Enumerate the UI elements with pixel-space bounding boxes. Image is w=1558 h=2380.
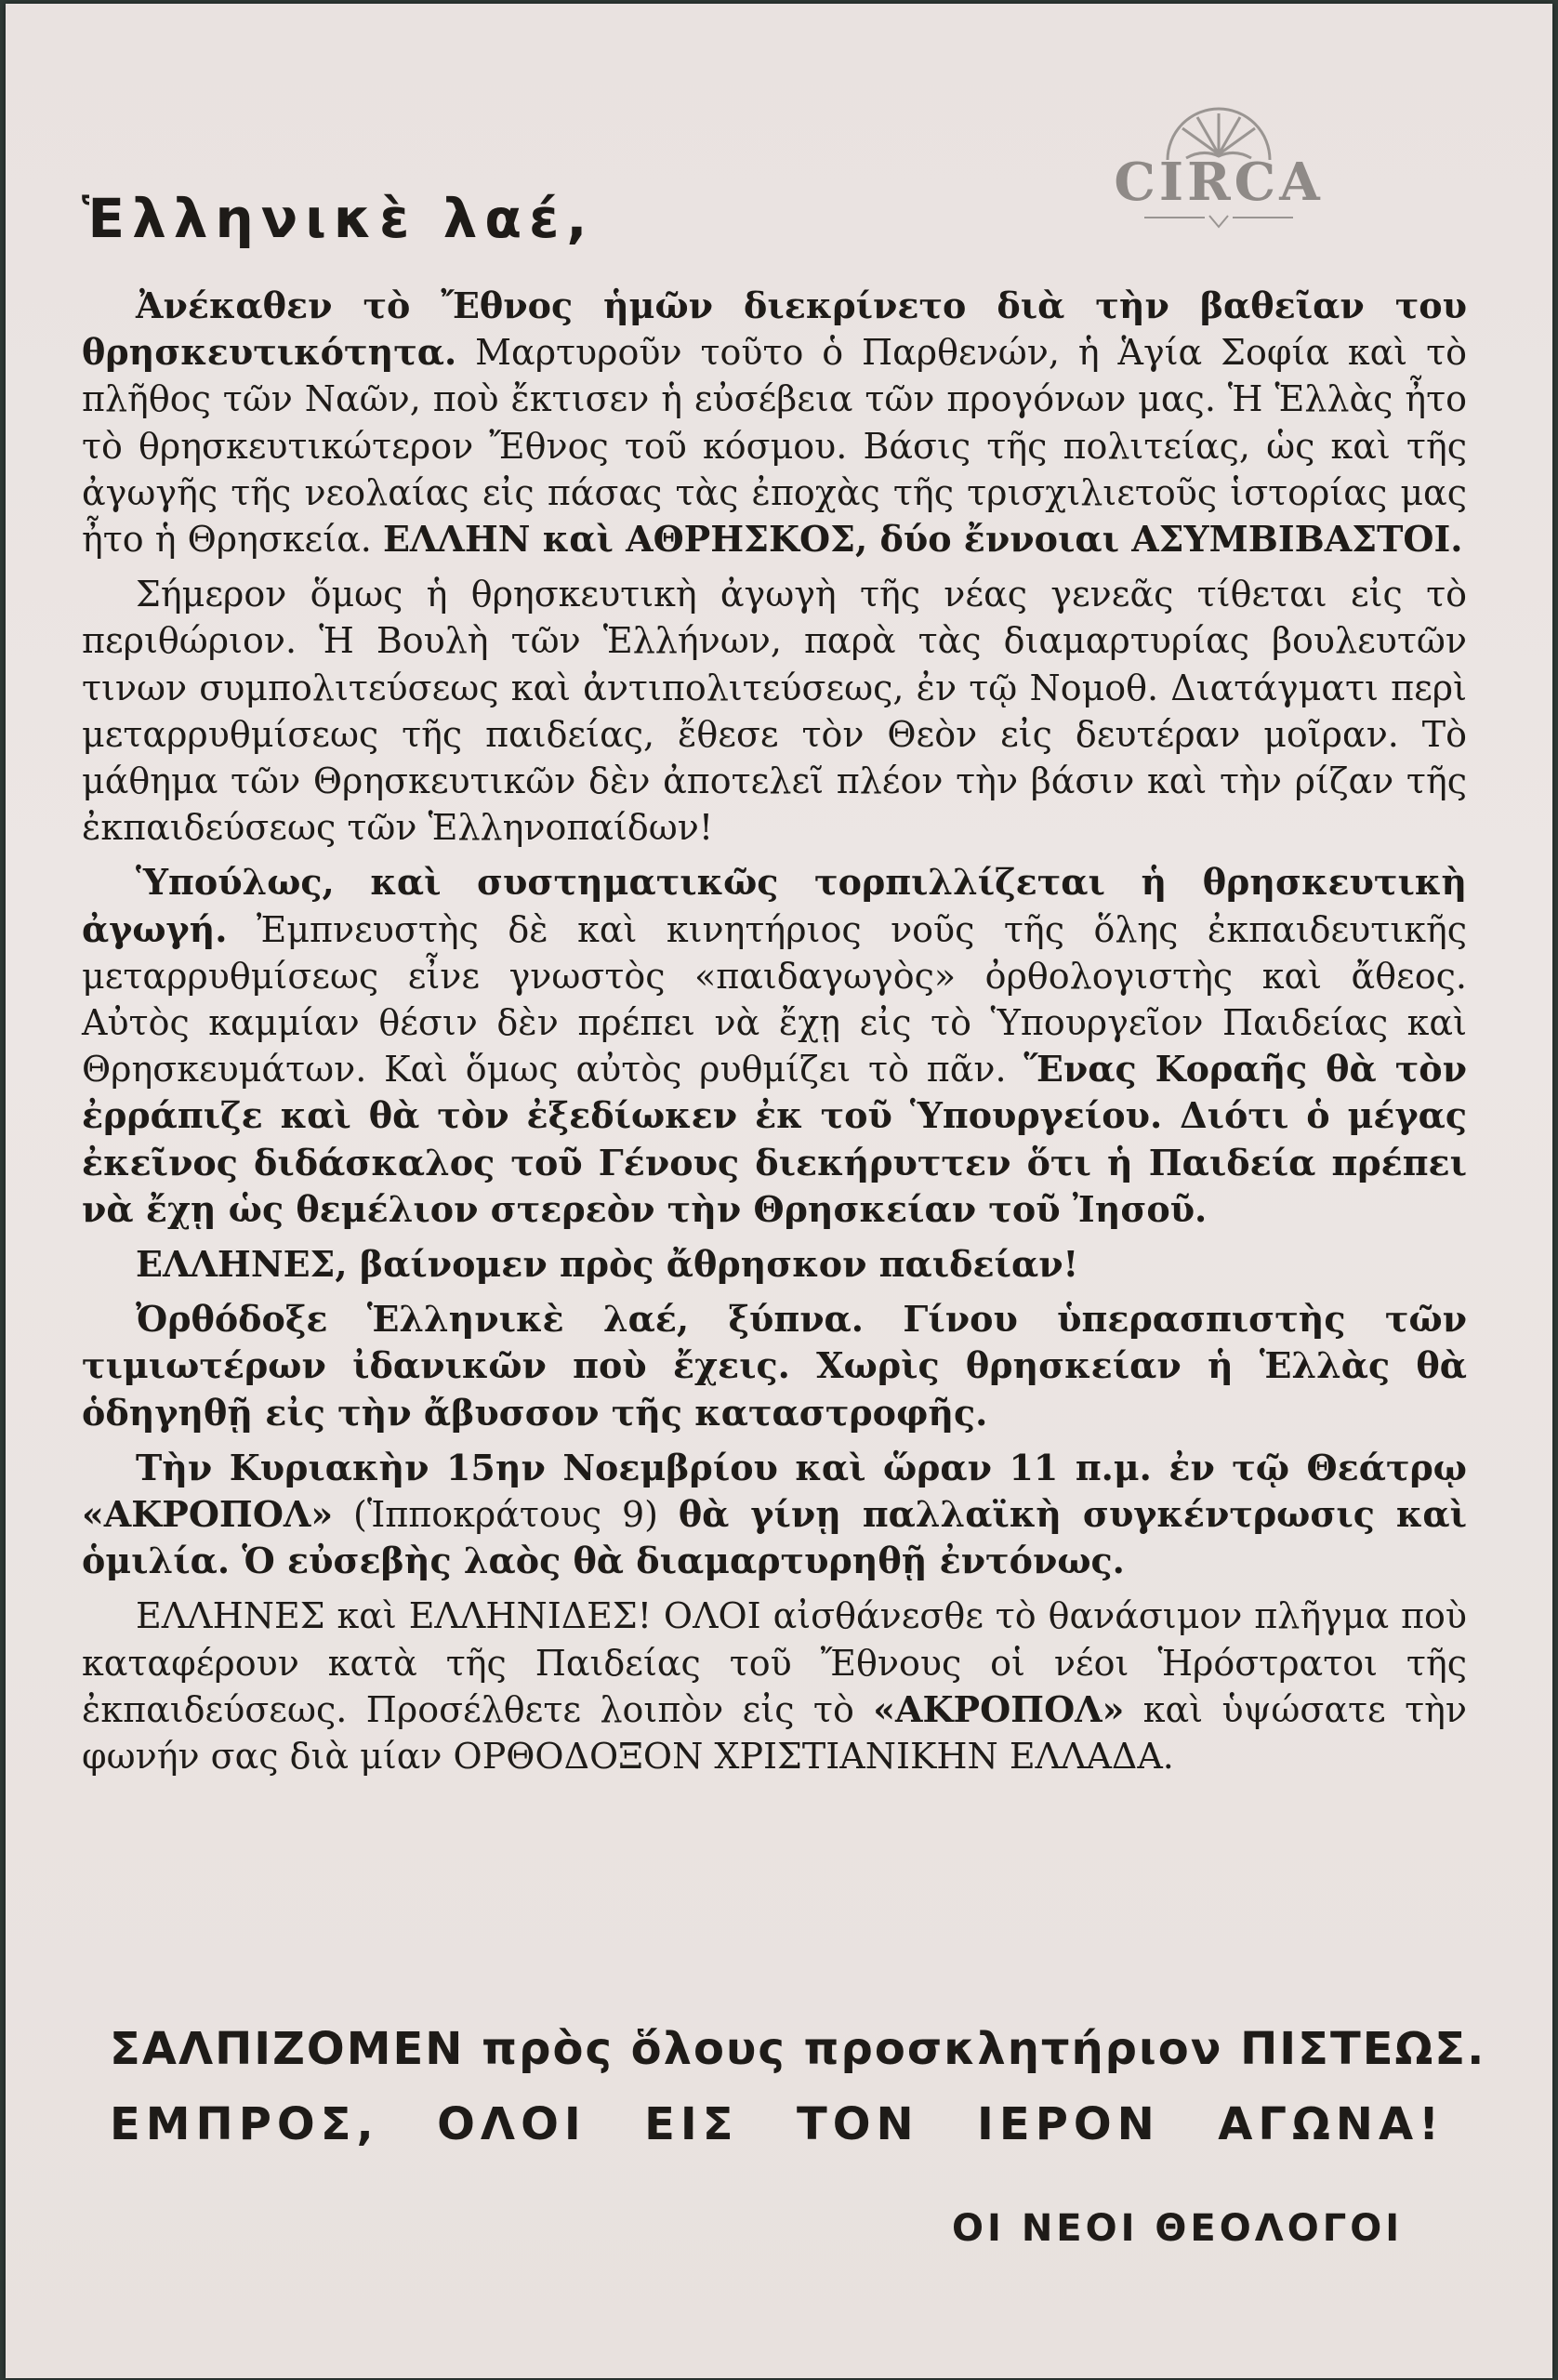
text-run: Σήμερον ὅμως ἡ θρησκευτικὴ ἀγωγὴ τῆς νέας γενεᾶς τίθεται εἰς τὸ περιθώριον. Ἡ Βουλὴ τῶν Ἑλλήνων, παρὰ τὰς διαμαρτυρίας βουλευτῶν τινων συμπολιτεύσεως καὶ ἀντιπολιτεύσεως, ἐν τῷ Νομοθ. Διατάγματι περὶ μεταρρυθμίσεως τῆς παιδείας, ἔθεσε τὸν Θεὸν εἰς δευτέραν μοῖραν. Τὸ μάθημα τῶν Θρησκευτικῶν δὲν ἀποτελεῖ πλέον τὴν βάσιν καὶ τὴν ρίζαν τῆς ἐκπαιδεύσεως τῶν Ἑλληνοπαίδων! [82, 574, 1467, 849]
paragraph-3 [82, 859, 1467, 1233]
text-run: καὶ ὑψώσατε τὴν φωνήν σας διὰ μίαν ΟΡΘΟΔΟΞΟΝ ΧΡΙΣΤΙΑΝΙΚΗΝ ΕΛΛΑΔΑ. [82, 1688, 1467, 1778]
headline: Ἑλληνικὲ λαέ, [82, 187, 595, 250]
text-run: Τὴν Κυριακὴν 15ην Νοεμβρίου καὶ ὥραν 11 π.μ. ἐν τῷ Θεάτρῳ «ΑΚΡΟΠΟΛ» [82, 1446, 1467, 1536]
body-text [82, 283, 1467, 1788]
paragraph-1 [82, 283, 1467, 562]
text-run: θὰ γίνῃ παλλαϊκὴ συγκέντρωσις καὶ ὁμιλία. Ὁ εὐσεβὴς λαὸς θὰ διαμαρτυρηθῇ ἐντόνως. [82, 1493, 1468, 1582]
watermark-text: CIRCA [1114, 152, 1324, 213]
text-run: Ἐμπνευστὴς δὲ καὶ κινητήριος νοῦς τῆς ὅλης ἐκπαιδευτικῆς μεταρρυθμίσεως εἶνε γνωστὸς «παιδαγωγὸς» ὀρθολογιστὴς καὶ ἄθεος. Αὐτὸς καμμίαν θέσιν δὲν πρέπει νὰ ἔχῃ εἰς τὸ Ὑπουργεῖον Παιδείας καὶ Θρησκευμάτων. Καὶ ὅμως αὐτὸς ρυθμίζει τὸ πᾶν. [82, 908, 1467, 1091]
paragraph-2 [82, 571, 1467, 851]
text-run: «ΑΚΡΟΠΟΛ» [873, 1687, 1125, 1730]
signature: ΟΙ ΝΕΟΙ ΘΕΟΛΟΓΟΙ [952, 2207, 1404, 2250]
text-run: Ὑπούλως, καὶ συστηματικῶς τορπιλλίζεται ἡ θρησκευτικὴ ἀγωγή. [82, 861, 1467, 950]
text-run: Ὀρθόδοξε Ἑλληνικὲ λαέ, ξύπνα. Γίνου ὑπερασπιστὴς τῶν τιμιωτέρων ἰδανικῶν ποὺ ἔχεις. Χωρὶς θρησκείαν ἡ Ἑλλὰς θὰ ὁδηγηθῇ εἰς τὴν ἄβυσσον τῆς καταστροφῆς. [82, 1298, 1467, 1434]
slogan-2: ΕΜΠΡΟΣ, ΟΛΟΙ ΕΙΣ ΤΟΝ ΙΕΡΟΝ ΑΓΩΝΑ! [110, 2098, 1445, 2150]
watermark-logo [1112, 97, 1326, 264]
paragraph-4 [82, 1241, 1467, 1288]
text-run: Ἕνας Κοραῆς θὰ τὸν ἐρράπιζε καὶ θὰ τὸν ἐξεδίωκεν ἐκ τοῦ Ὑπουργείου. Διότι ὁ μέγας ἐκεῖνος διδάσκαλος τοῦ Γένους διεκήρυττεν ὅτι ἡ Παιδεία πρέπει νὰ ἔχῃ ὡς θεμέλιον στερεὸν τὴν Θρησκείαν τοῦ Ἰησοῦ. [82, 1048, 1467, 1230]
text-run: Μαρτυροῦν τοῦτο ὁ Παρθενών, ἡ Ἁγία Σοφία καὶ τὸ πλῆθος τῶν Ναῶν, ποὺ ἔκτισεν ἡ εὐσέβεια τῶν προγόνων μας. Ἡ Ἑλλὰς ἦτο τὸ θρησκευτικώτερον Ἔθνος τοῦ κόσμου. Βάσις τῆς πολιτείας, ὡς καὶ τῆς ἀγωγῆς τῆς νεολαίας εἰς πάσας τὰς ἐποχὰς τῆς τρισχιλιετοῦς ἱστορίας μας ἦτο ἡ Θρησκεία. [82, 332, 1467, 561]
paragraph-6 [82, 1445, 1467, 1585]
text-run: (Ἱπποκράτους 9) [333, 1494, 679, 1536]
leaflet-page [6, 4, 1552, 2378]
text-run: ΕΛΛΗΝ καὶ ΑΘΡΗΣΚΟΣ, δύο ἔννοιαι ΑΣΥΜΒΙΒΑΣΤΟΙ. [382, 518, 1463, 561]
text-run: ΕΛΛΗΝΕΣ, βαίνομεν πρὸς ἄθρησκον παιδείαν! [136, 1243, 1079, 1286]
paragraph-7 [82, 1593, 1467, 1779]
paragraph-5 [82, 1296, 1467, 1436]
slogan-1: ΣΑΛΠΙΖΟΜΕΝ πρὸς ὅλους προσκλητήριον ΠΙΣΤΕΩΣ. [110, 2023, 1486, 2075]
text-run: ΕΛΛΗΝΕΣ καὶ ΕΛΛΗΝΙΔΕΣ! ΟΛΟΙ αἰσθάνεσθε τὸ θανάσιμον πλῆγμα ποὺ καταφέρουν κατὰ τῆς Παιδείας τοῦ Ἔθνους οἱ νέοι Ἡρόστρατοι τῆς ἐκπαιδεύσεως. Προσέλθετε λοιπὸν εἰς τὸ [82, 1595, 1467, 1730]
text-run: Ἀνέκαθεν τὸ Ἔθνος ἡμῶν διεκρίνετο διὰ τὴν βαθεῖαν του θρησκευτικότητα. [82, 284, 1467, 374]
